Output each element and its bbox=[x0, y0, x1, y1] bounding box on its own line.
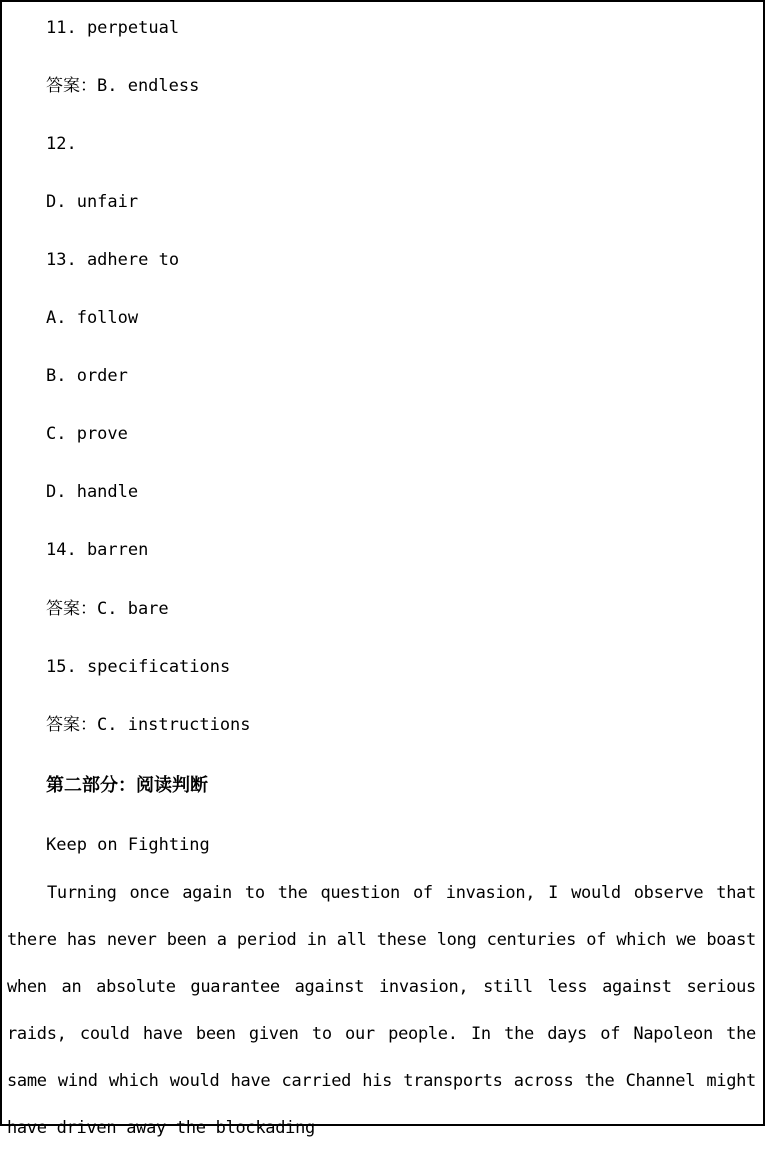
passage-title: Keep on Fighting bbox=[46, 835, 210, 855]
passage-paragraph: Turning once again to the question of invasion, I would observe that there has never been a period in all these long centuries of which we boast when an absolute guarantee against invasion, still less against serious raids, could have been given to our people. In the days of Napoleon the same wind which would have carried his transports across the Channel might have driven away the blockading bbox=[7, 883, 756, 1138]
option-12-d: D. unfair bbox=[46, 192, 139, 212]
option-13-d: D. handle bbox=[46, 482, 139, 502]
answer-11: 答案：B. endless bbox=[46, 76, 200, 96]
question-13: 13. adhere to bbox=[46, 250, 180, 270]
section-heading: 第二部分：阅读判断 bbox=[46, 775, 208, 796]
option-13-b: B. order bbox=[46, 366, 128, 386]
question-15: 15. specifications bbox=[46, 657, 231, 677]
question-14: 14. barren bbox=[46, 540, 149, 560]
answer-15: 答案：C. instructions bbox=[46, 715, 251, 735]
option-13-a: A. follow bbox=[46, 308, 139, 328]
option-13-c: C. prove bbox=[46, 424, 128, 444]
answer-14: 答案：C. bare bbox=[46, 599, 169, 619]
question-12: 12. bbox=[46, 134, 77, 154]
question-11: 11. perpetual bbox=[46, 18, 180, 38]
